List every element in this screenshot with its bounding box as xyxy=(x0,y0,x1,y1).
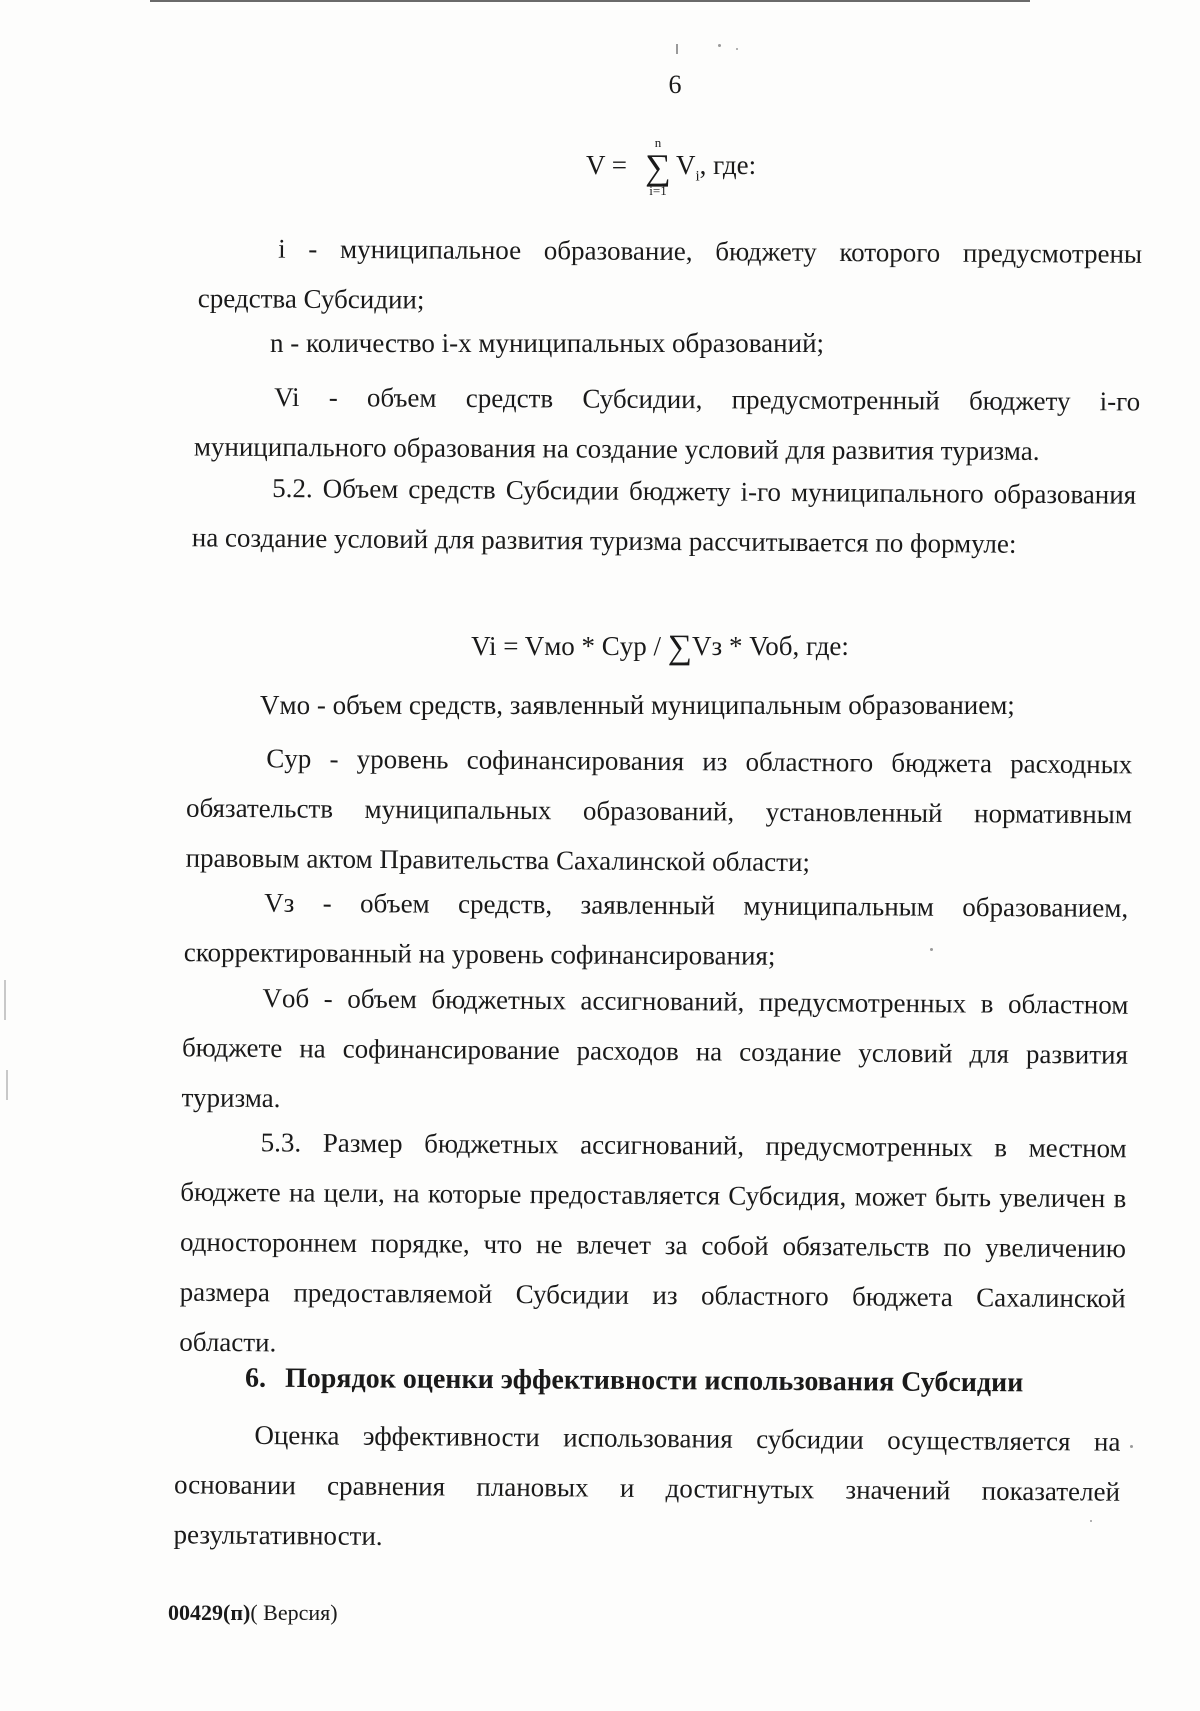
scan-speck xyxy=(930,948,933,951)
sigma-glyph-2: ∑ xyxy=(667,629,693,666)
section-title: Порядок оценки эффективности использования Субсидии xyxy=(284,1362,1024,1399)
scan-speck xyxy=(1090,1520,1092,1522)
definition-i: i - муниципальное образование, бюджету которого предусмотрены средства Субсидии; xyxy=(197,233,1143,315)
formula-vi-right: Vз * Voб, где: xyxy=(692,631,849,661)
scan-speck xyxy=(736,48,738,50)
definition-vz: Vз - объем средств, заявленный муниципальным образованием, скорректированный на уровень софинансирования; xyxy=(183,887,1129,971)
document-code: 00429(п) xyxy=(168,1600,251,1625)
summation-symbol xyxy=(644,136,672,198)
formula-tail: , где: xyxy=(699,150,757,180)
definition-vmo: Vмо - объем средств, заявленный муниципальным образованием; xyxy=(260,690,1015,720)
definition-vi: Vi - объем средств Субсидии, предусмотренный бюджету i-го муниципального образования на создание условий для развития туризма. xyxy=(193,381,1141,466)
page-number: 6 xyxy=(668,70,682,99)
summand-symbol: V xyxy=(676,150,696,180)
document-version: ( Версия) xyxy=(250,1600,338,1625)
scan-speck xyxy=(718,44,721,47)
scan-speck xyxy=(1130,1445,1133,1448)
scan-speck xyxy=(4,980,6,1020)
formula-summand xyxy=(676,150,756,185)
sigma-glyph: ∑ xyxy=(645,147,671,187)
definition-cur: Cур - уровень софинансирования из областного бюджета расходных обязательств муниципальных образований, установленный нормативным правовым актом Правительства Сахалинской области; xyxy=(185,743,1133,878)
formula-vi-left: Vi = Vмо * Cур / xyxy=(471,631,668,661)
clause-5-3: 5.3. Размер бюджетных ассигнований, предусмотренных в местном бюджете на цели, на которые предоставляется Субсидия, может быть увеличен в одностороннем порядке, что не влечет за собой обязательств по увеличению размера предоставляемой Субсидии из областного бюджета Сахалинской области. xyxy=(179,1127,1127,1358)
formula-lhs: V = xyxy=(586,150,627,180)
definition-n: n - количество i-х муниципальных образований; xyxy=(270,328,825,358)
top-border-line xyxy=(150,0,1030,2)
clause-5-2: 5.2. Объем средств Субсидии бюджету i-го муниципального образования на создание условий для развития туризма рассчитывается по формуле: xyxy=(191,472,1137,559)
formula-vi xyxy=(0,626,1200,664)
document-footer-code xyxy=(168,1600,338,1626)
summand-subscript: i xyxy=(695,168,700,185)
scan-speck xyxy=(676,44,678,54)
section-6-heading xyxy=(245,1363,1024,1400)
sum-lower-limit: i=1 xyxy=(649,183,667,198)
definition-vob: Vоб - объем бюджетных ассигнований, предусмотренных в областном бюджете на софинансирование расходов на создание условий для развития туризма. xyxy=(181,982,1129,1114)
section-number: 6. xyxy=(244,1362,267,1394)
scan-speck xyxy=(6,1070,8,1100)
section-6-text: Оценка эффективности использования субсидии осуществляется на основании сравнения плановых и достигнутых значений показателей результативности. xyxy=(173,1419,1121,1551)
sum-upper-limit: n xyxy=(654,135,662,150)
